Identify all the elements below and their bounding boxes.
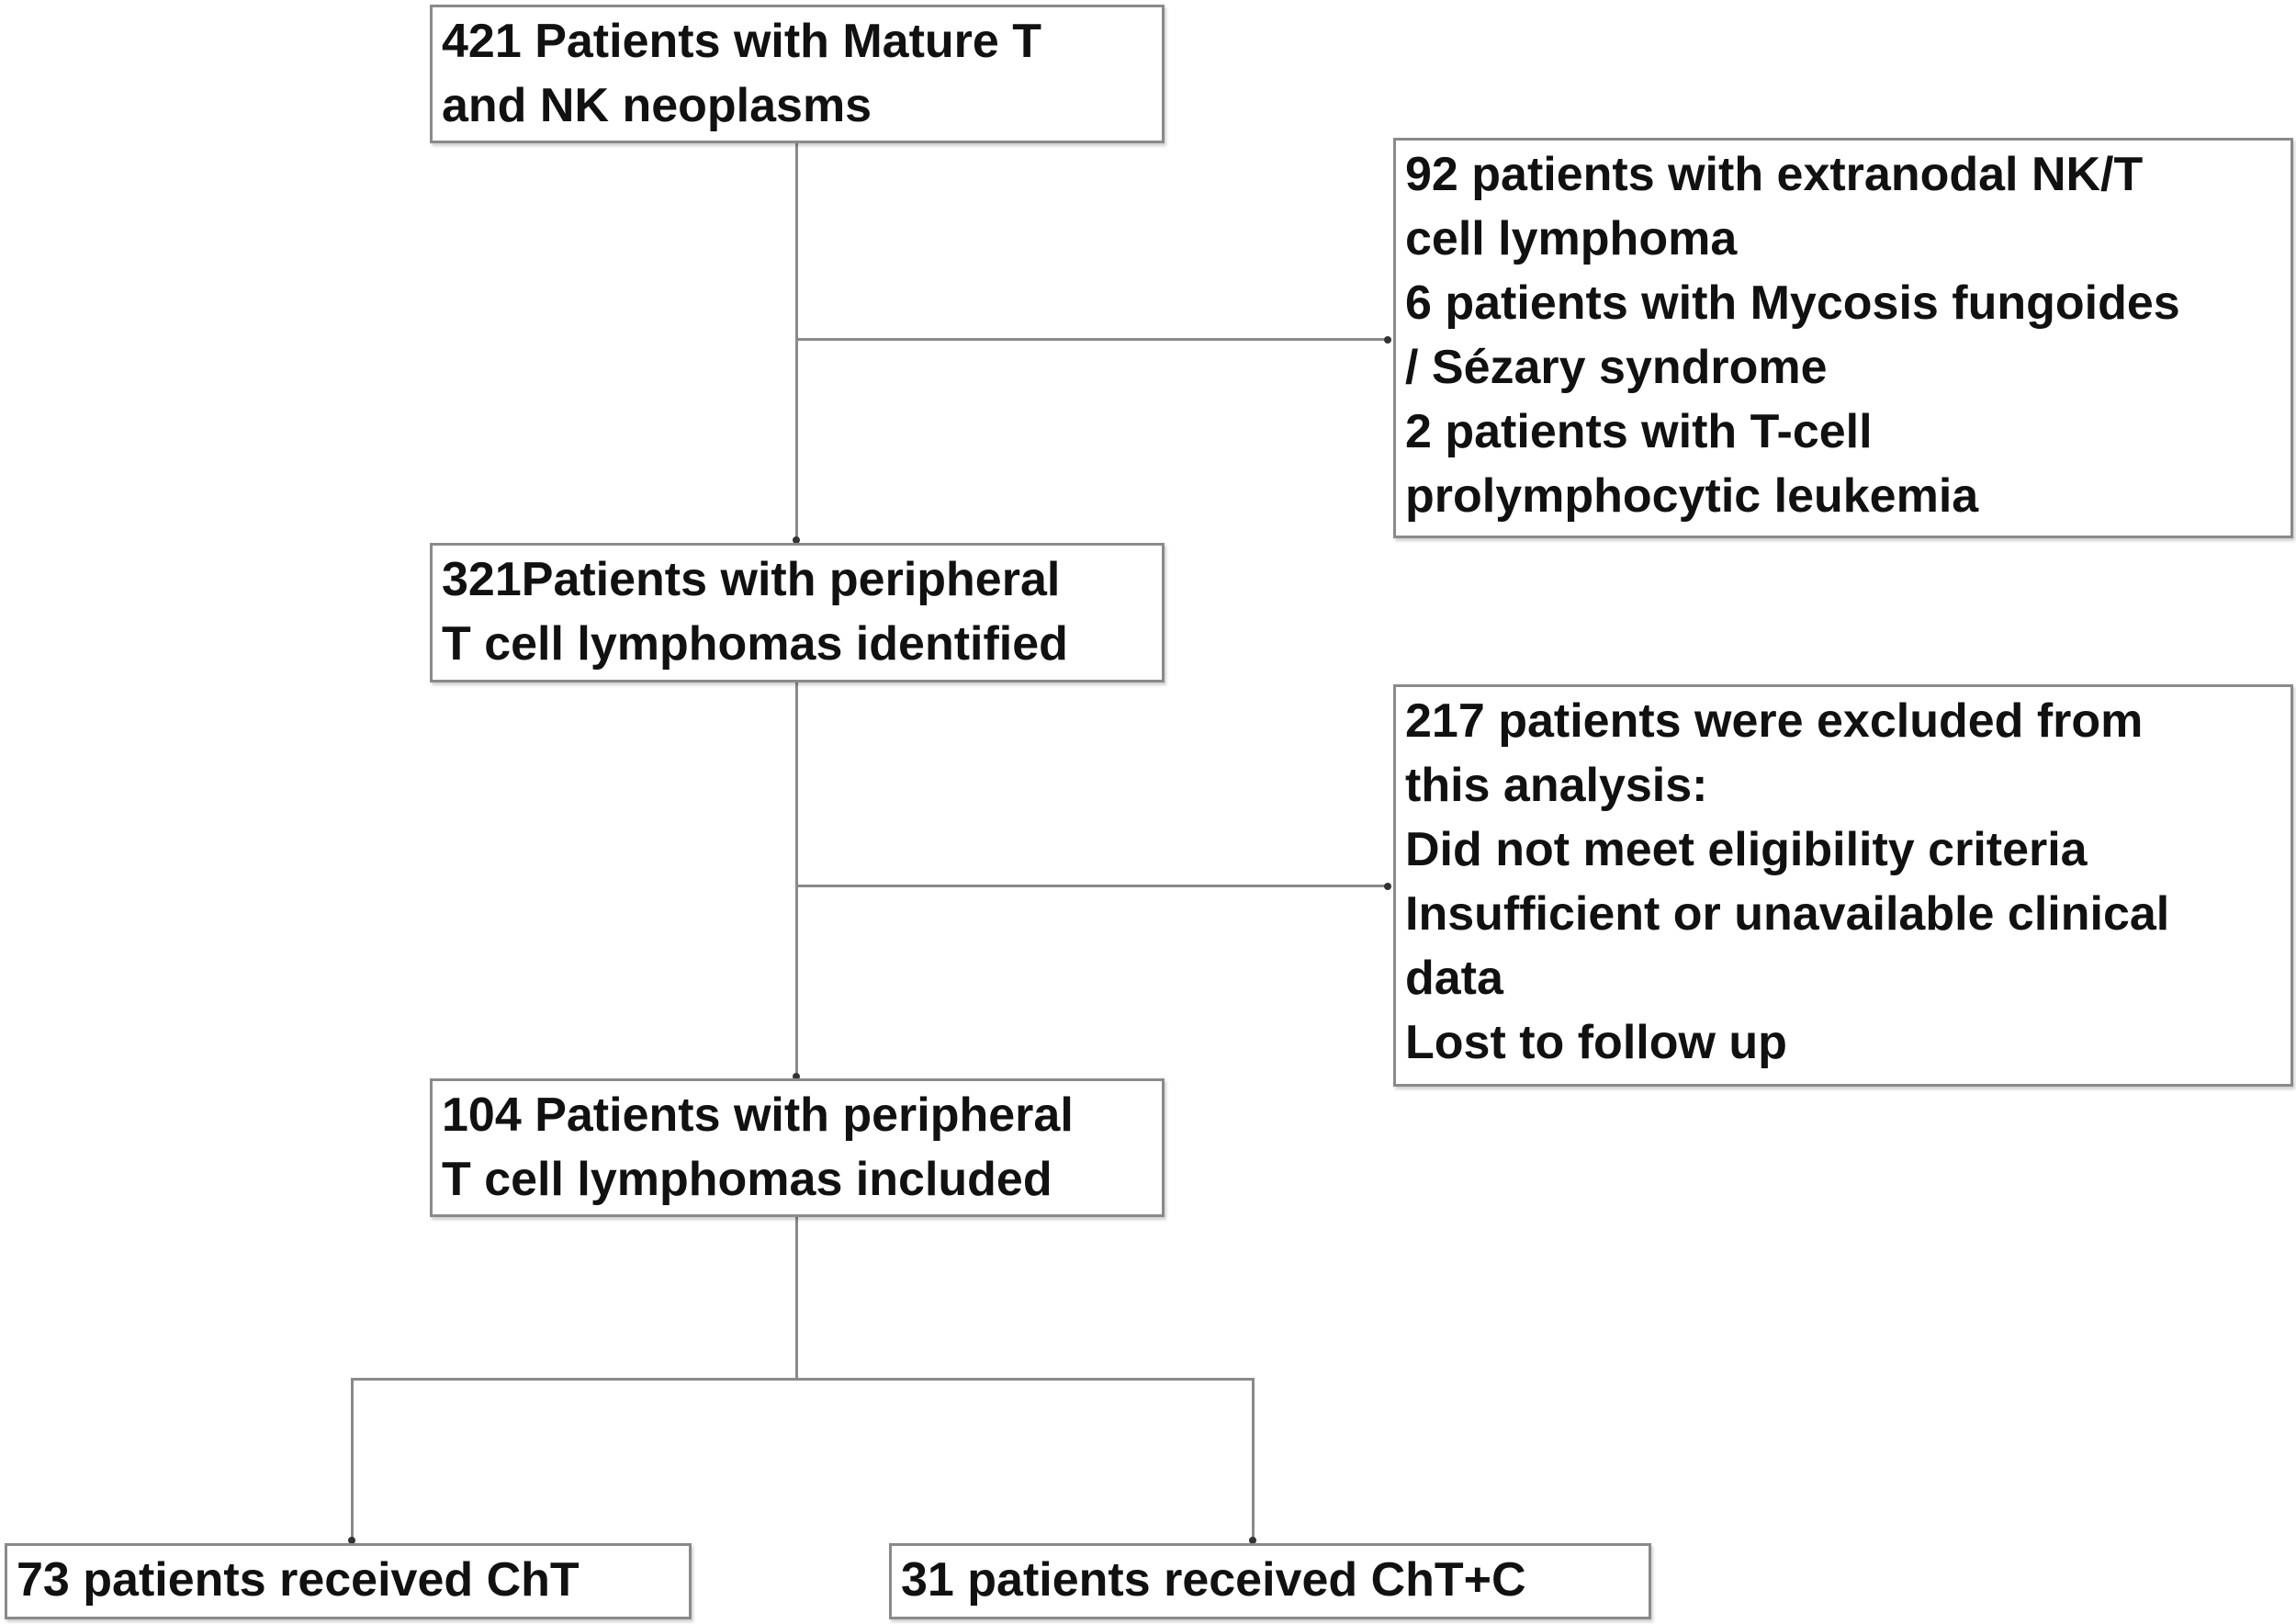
box-identified-line-1: 321Patients with peripheral [442, 553, 1061, 606]
box-exclusion-1-line-4: / Sézary syndrome [1405, 341, 1828, 394]
box-exclusion-1-line-1: 92 patients with extranodal NK/T [1405, 148, 2144, 201]
box-identified-line-2: T cell lymphomas identified [442, 617, 1068, 671]
box-group-cht-c [889, 1543, 1651, 1619]
box-exclusion-1 [1393, 138, 2293, 538]
connector-identified-to-included [795, 682, 798, 1077]
box-exclusion-2-line-4: Insufficient or unavailable clinical [1405, 887, 2170, 941]
box-start-line-2: and NK neoplasms [442, 79, 872, 132]
box-exclusion-2-line-6: Lost to follow up [1405, 1016, 1787, 1069]
connector-to-cht-c [1252, 1378, 1255, 1543]
box-exclusion-1-line-6: prolymphocytic leukemia [1405, 469, 1979, 523]
box-start [430, 5, 1165, 143]
connector-start-to-identified [795, 143, 798, 542]
connector-included-down [795, 1217, 798, 1380]
box-start-line-1: 421 Patients with Mature T [442, 15, 1042, 68]
box-included [430, 1078, 1165, 1217]
box-group-cht-line-1: 73 patients received ChT [17, 1553, 580, 1607]
box-exclusion-1-line-2: cell lymphoma [1405, 212, 1738, 265]
box-included-line-1: 104 Patients with peripheral [442, 1088, 1074, 1142]
arrow-dot-exclusion-1 [1384, 336, 1391, 344]
box-identified [430, 543, 1165, 682]
box-exclusion-2-line-1: 217 patients were excluded from [1405, 694, 2144, 748]
box-group-cht-c-line-1: 31 patients received ChT+C [901, 1553, 1526, 1607]
arrow-dot-exclusion-2 [1384, 883, 1391, 890]
box-exclusion-2-line-3: Did not meet eligibility criteria [1405, 823, 2088, 876]
box-included-line-2: T cell lymphomas included [442, 1153, 1052, 1206]
box-exclusion-2-line-5: data [1405, 952, 1503, 1005]
connector-branch-exclusion-2 [795, 885, 1388, 887]
connector-branch-exclusion-1 [795, 338, 1388, 341]
box-exclusion-2 [1393, 684, 2293, 1087]
box-exclusion-1-line-5: 2 patients with T-cell [1405, 405, 1873, 458]
connector-to-cht [351, 1378, 354, 1543]
box-exclusion-1-line-3: 6 patients with Mycosis fungoides [1405, 276, 2180, 330]
box-group-cht [5, 1543, 692, 1619]
box-exclusion-2-line-2: this analysis: [1405, 759, 1708, 812]
connector-split-horizontal [351, 1378, 1255, 1381]
